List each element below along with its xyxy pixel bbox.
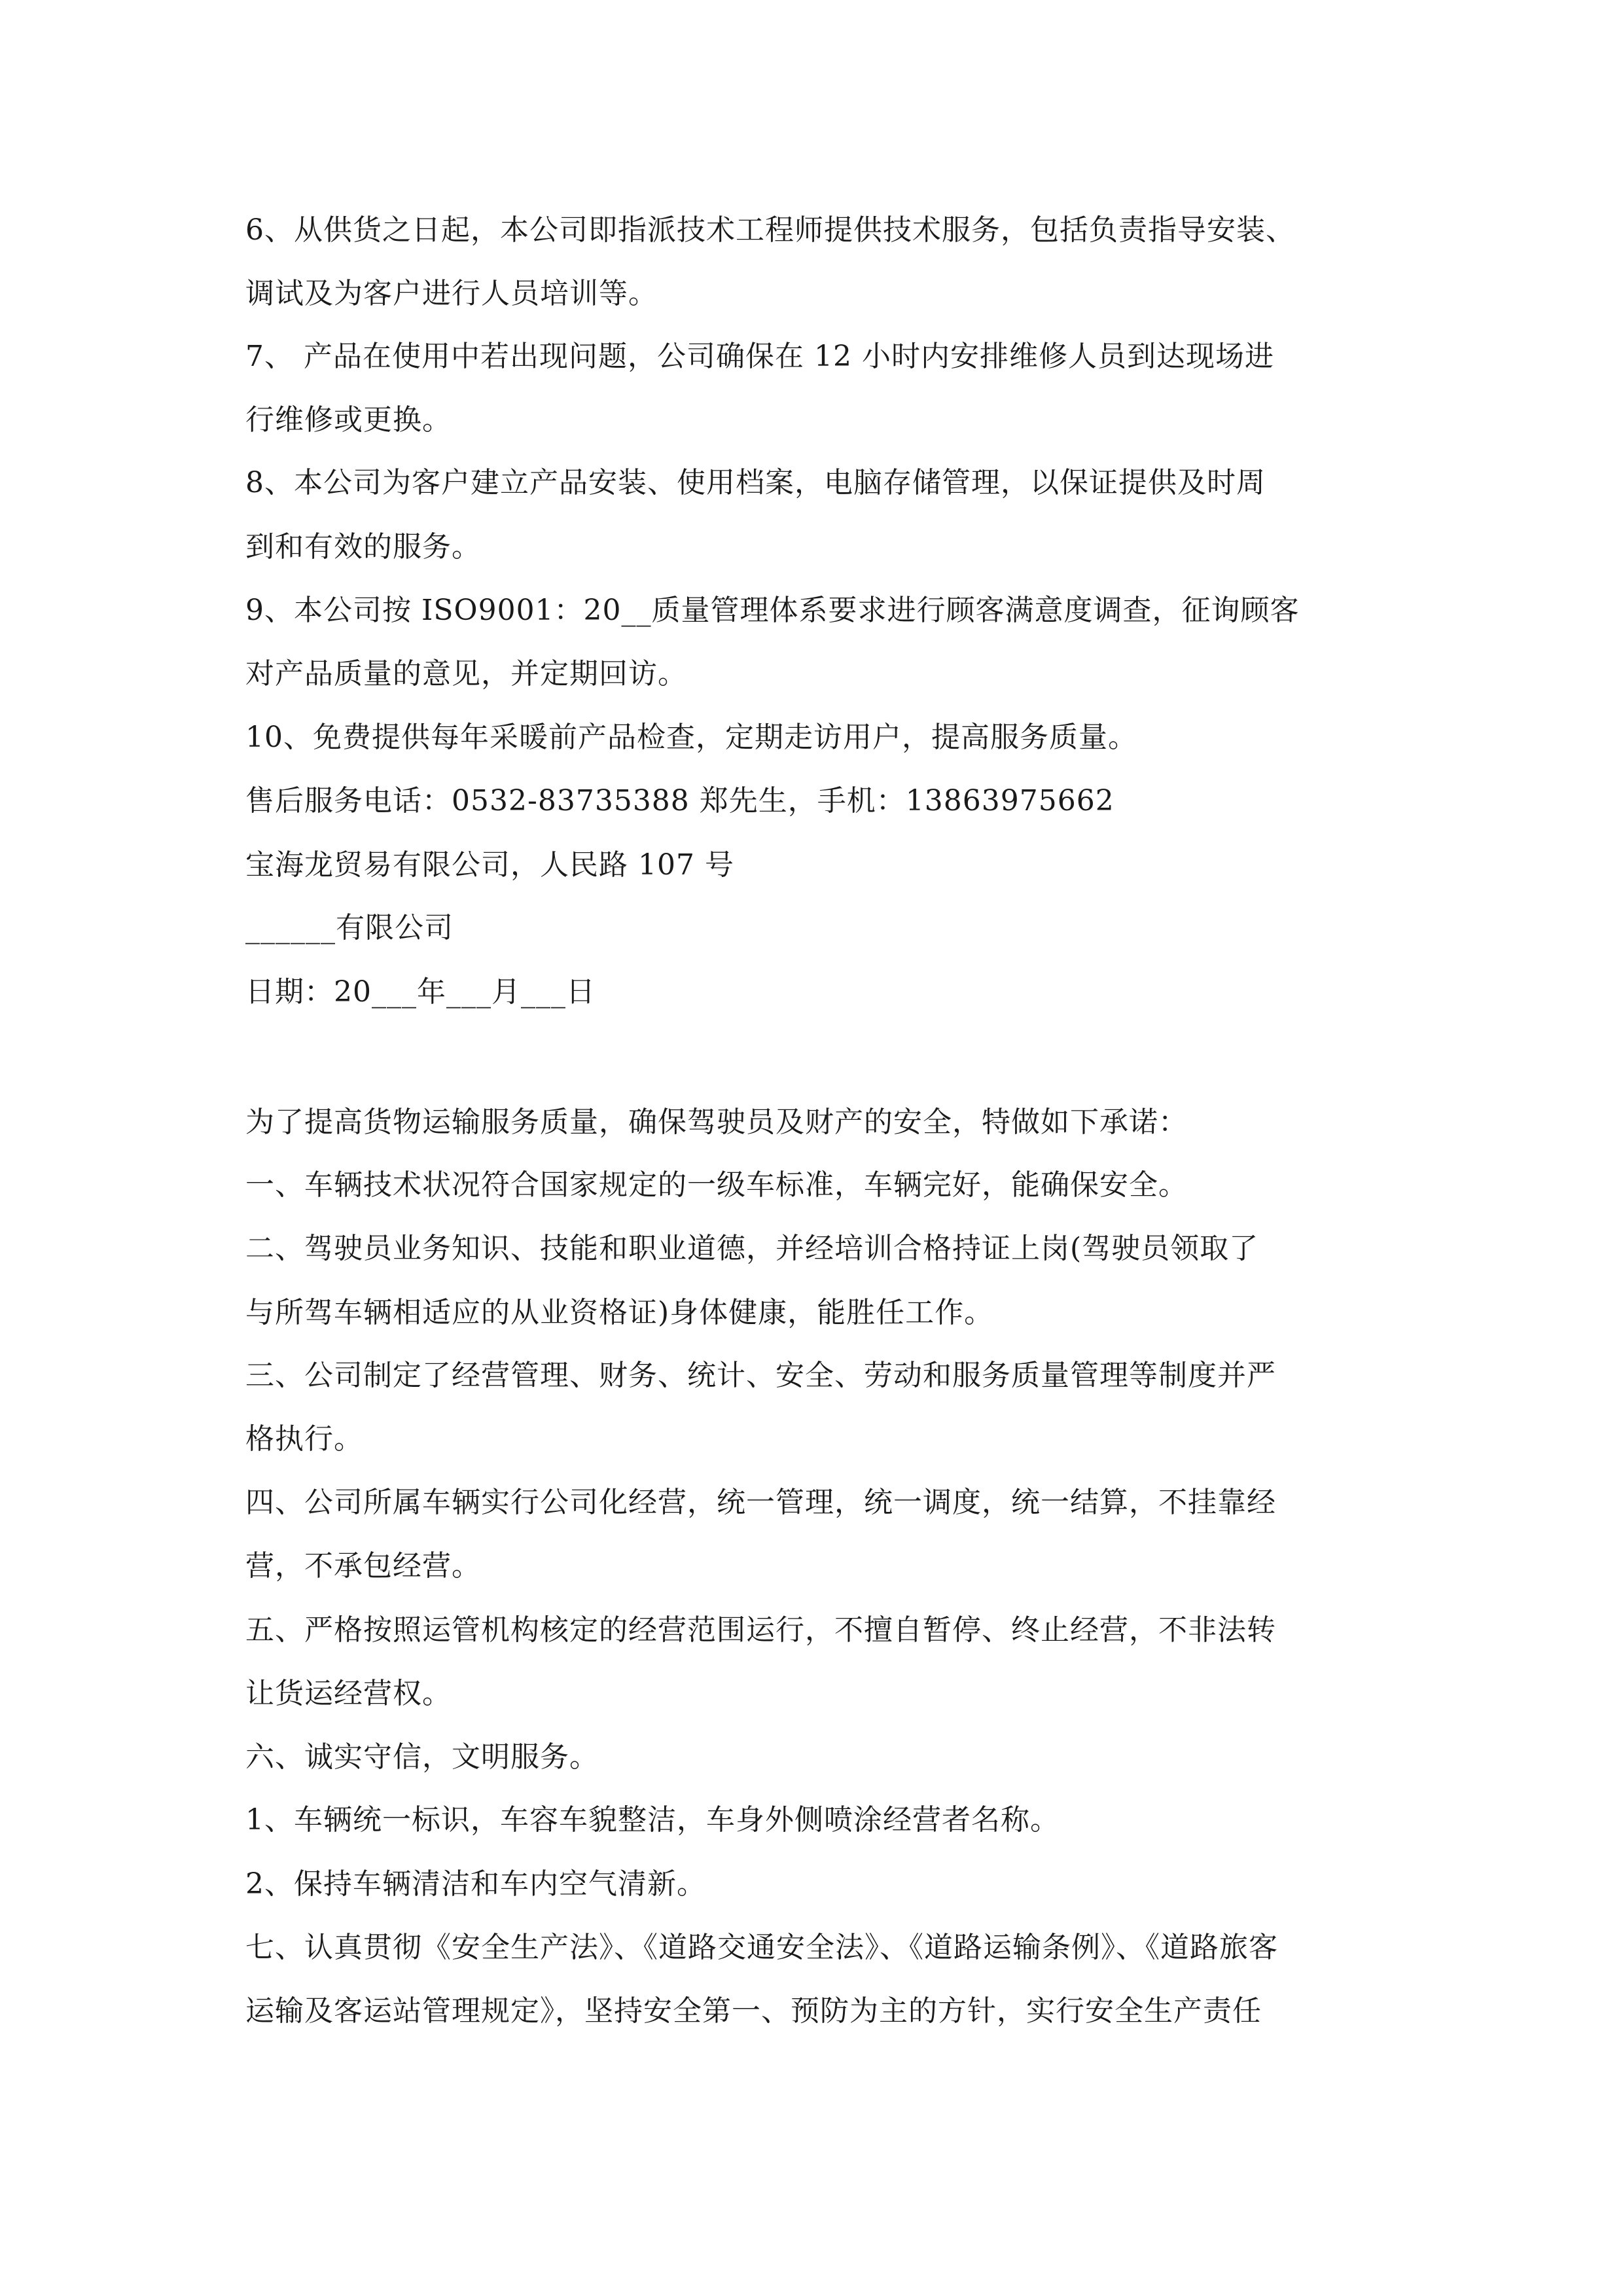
text-line: 五、严格按照运管机构核定的经营范围运行，不擅自暂停、终止经营，不非法转	[245, 1613, 1276, 1647]
text-line: 6、从供货之日起，本公司即指派技术工程师提供技术服务，包括负责指导安装、	[245, 213, 1295, 247]
text-line: 到和有效的服务。	[245, 530, 481, 564]
text-line: 宝海龙贸易有限公司，人民路 107 号	[245, 848, 734, 882]
text-line: 行维修或更换。	[245, 403, 452, 437]
text-line: 七、认真贯彻《安全生产法》、《道路交通安全法》、《道路运输条例》、《道路旅客	[245, 1931, 1278, 1964]
text-line: 二、驾驶员业务知识、技能和职业道德，并经培训合格持证上岗(驾驶员领取了	[245, 1232, 1259, 1265]
text-line: 9、本公司按 ISO9001：20__质量管理体系要求进行顾客满意度调查，征询顾客	[245, 594, 1300, 627]
text-line: 三、公司制定了经营管理、财务、统计、安全、劳动和服务质量管理等制度并严	[245, 1359, 1276, 1392]
text-line: ______有限公司	[245, 911, 454, 944]
text-line: 六、诚实守信，文明服务。	[245, 1740, 599, 1774]
text-line: 10、免费提供每年采暖前产品检查，定期走访用户，提高服务质量。	[245, 721, 1137, 754]
text-line: 调试及为客户进行人员培训等。	[245, 277, 658, 310]
text-line: 运输及客运站管理规定》，坚持安全第一、预防为主的方针，实行安全生产责任	[245, 1994, 1262, 2028]
text-line: 对产品质量的意见，并定期回访。	[245, 657, 687, 691]
text-line: 8、本公司为客户建立产品安装、使用档案，电脑存储管理，以保证提供及时周	[245, 466, 1266, 499]
text-line: 2、保持车辆清洁和车内空气清新。	[245, 1867, 706, 1901]
text-line: 1、车辆统一标识，车容车貌整洁，车身外侧喷涂经营者名称。	[245, 1803, 1060, 1837]
text-line: 售后服务电话：0532-83735388 郑先生，手机：13863975662	[245, 784, 1115, 817]
text-line: 四、公司所属车辆实行公司化经营，统一管理，统一调度，统一结算，不挂靠经	[245, 1486, 1276, 1519]
text-line: 与所驾车辆相适应的从业资格证)身体健康，能胜任工作。	[245, 1296, 994, 1329]
text-line: 营，不承包经营。	[245, 1549, 481, 1583]
text-line: 为了提高货物运输服务质量，确保驾驶员及财产的安全，特做如下承诺：	[245, 1105, 1188, 1139]
text-line: 日期：20___年___月___日	[245, 975, 596, 1009]
text-line: 7、 产品在使用中若出现问题，公司确保在 12 小时内安排维修人员到达现场进	[245, 340, 1274, 373]
text-line: 一、车辆技术状况符合国家规定的一级车标准，车辆完好，能确保安全。	[245, 1168, 1188, 1202]
text-line: 让货运经营权。	[245, 1677, 452, 1710]
text-line: 格执行。	[245, 1422, 363, 1456]
